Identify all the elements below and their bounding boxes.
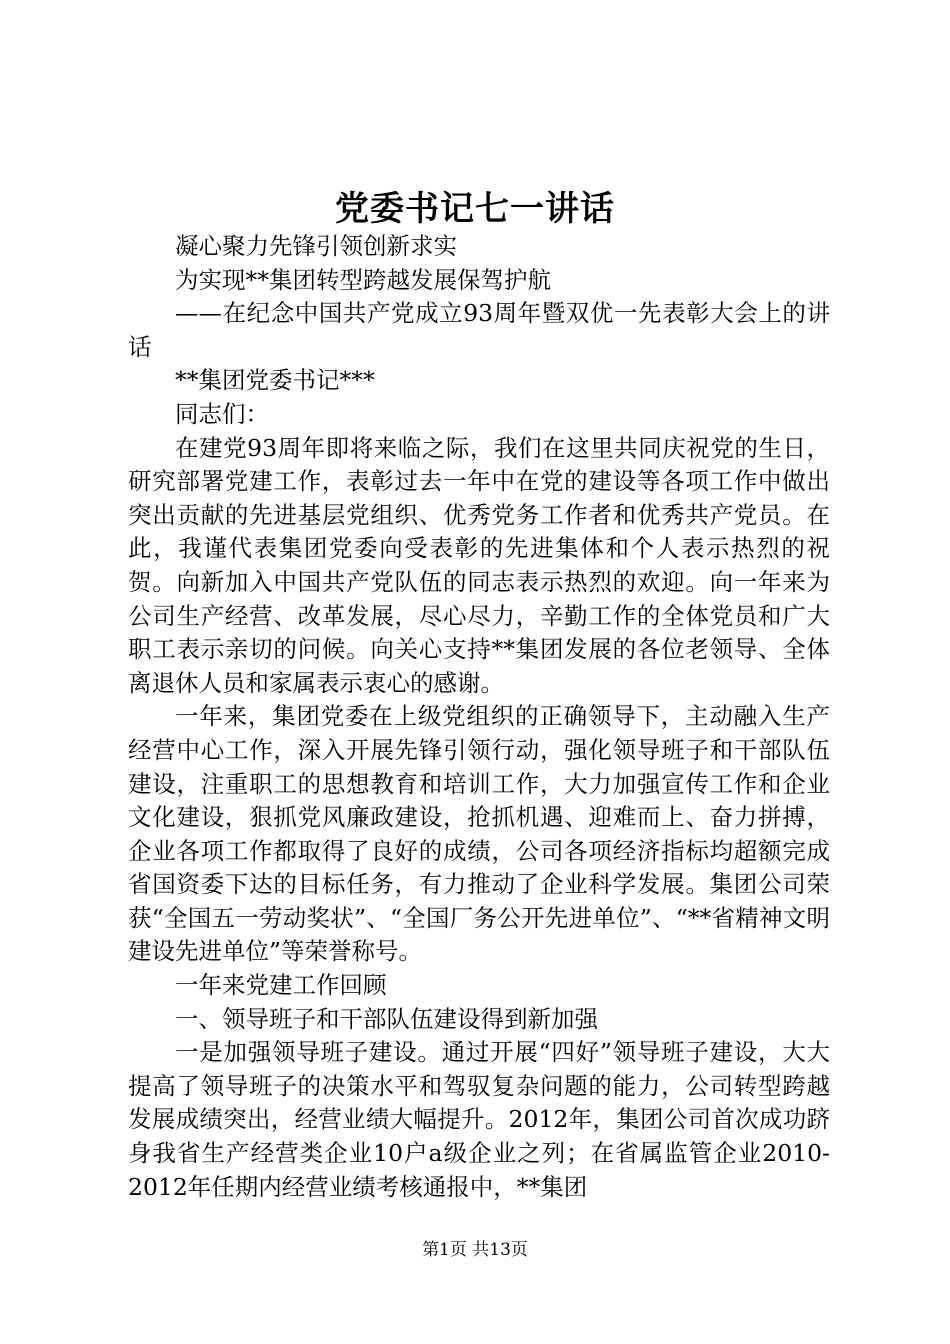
document-title: 党委书记七一讲话: [335, 189, 615, 229]
paragraph-leadership: 一是加强领导班子建设。通过开展“四好”领导班子建设，大大提高了领导班子的决策水平和驾驭复杂问题的能力，公司转型跨越发展成绩突出，经营业绩大幅提升。2012年，集团公司首次成功跻身我省生产经营类企业10户a级企业之列；在省属监管企业2010-2012年任期内经营业绩考核通报中，**集团: [128, 1038, 830, 1201]
salutation: 同志们：: [175, 399, 269, 428]
paragraph-opening: 在建党93周年即将来临之际，我们在这里共同庆祝党的生日，研究部署党建工作，表彰过去一年中在党的建设等各项工作中做出突出贡献的先进基层党组织、优秀党务工作者和优秀共产党员。在此，我谨代表集团党委向受表彰的先进集体和个人表示热烈的祝贺。向新加入中国共产党队伍的同志表示热烈的欢迎。向一年来为公司生产经营、改革发展，尽心尽力，辛勤工作的全体党员和广大职工表示亲切的问候。向关心支持**集团发展的各位老领导、全体离退休人员和家属表示衷心的感谢。: [128, 433, 830, 697]
subtitle-line-2: 为实现**集团转型跨越发展保驾护航: [175, 265, 551, 294]
document-body: [128, 230, 830, 1204]
page-number: 第1页 共13页: [422, 1240, 528, 1260]
speaker-line: **集团党委书记***: [175, 366, 375, 395]
subtitle-line-3: ——在纪念中国共产党成立93周年暨双优一先表彰大会上的讲话: [128, 299, 830, 361]
section-heading: 一年来党建工作回顾: [175, 971, 387, 1000]
subsection-heading: 一、领导班子和干部队伍建设得到新加强: [175, 1004, 598, 1033]
subtitle-line-1: 凝心聚力先锋引领创新求实: [175, 232, 457, 260]
paragraph-summary: 一年来，集团党委在上级党组织的正确领导下，主动融入生产经营中心工作，深入开展先锋引领行动，强化领导班子和干部队伍建设，注重职工的思想教育和培训工作，大力加强宣传工作和企业文化建设，狠抓党风廉政建设，抢抓机遇、迎难而上、奋力拼搏，企业各项工作都取得了良好的成绩，公司各项经济指标均超额完成省国资委下达的目标任务，有力推动了企业科学发展。集团公司荣获“全国五一劳动奖状”、“全国厂务公开先进单位”、“**省精神文明建设先进单位”等荣誉称号。: [128, 702, 830, 966]
